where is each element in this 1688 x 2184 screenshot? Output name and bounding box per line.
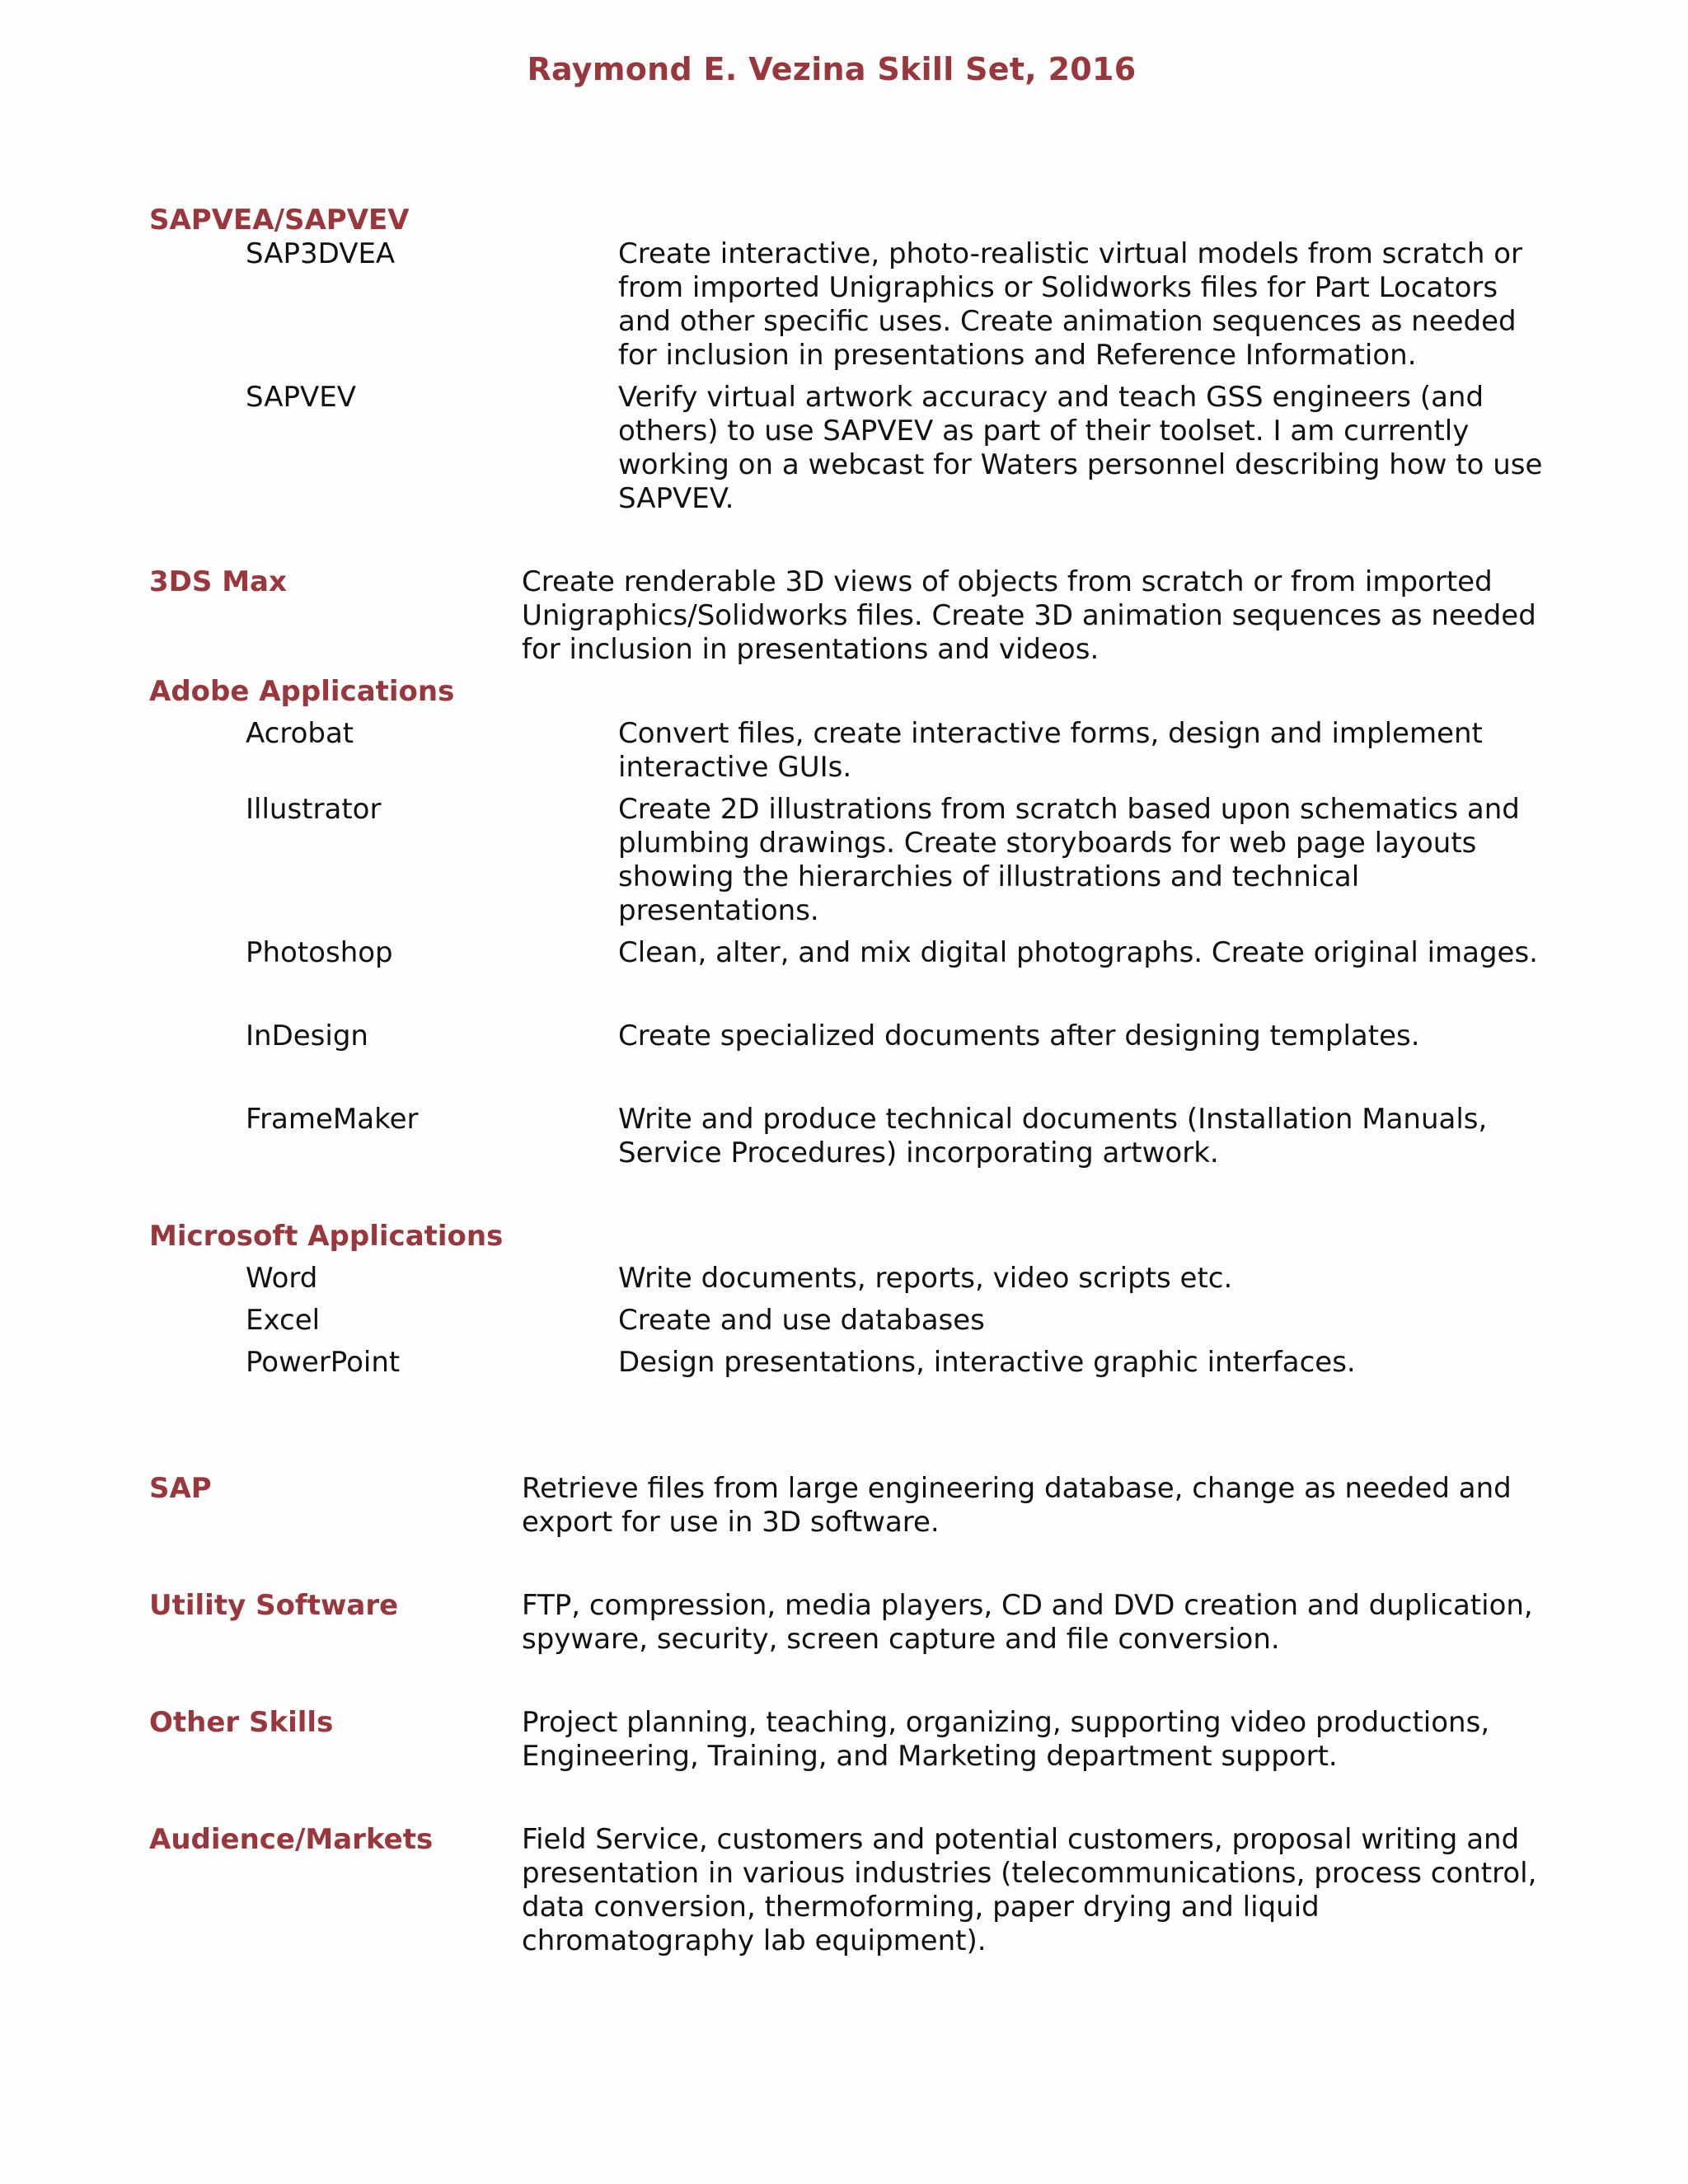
skill-row-illustrator: [149, 793, 1550, 928]
section-heading-other-skills: Other Skills: [149, 1706, 334, 1739]
skill-row-photoshop: [149, 936, 1550, 970]
skill-label: Acrobat: [246, 717, 354, 750]
skill-label: Illustrator: [246, 793, 382, 826]
skill-label: SAPVEV: [246, 381, 356, 414]
skill-label: Excel: [246, 1304, 321, 1337]
section-heading-microsoft: Microsoft Applications: [149, 1220, 504, 1253]
skill-label: Photoshop: [246, 936, 393, 969]
skill-label: SAP3DVEA: [246, 237, 396, 270]
skill-row-indesign: [149, 1019, 1550, 1053]
skill-description: Create renderable 3D views of objects from scratch or from imported Unigraphics/Solidworks files. Create 3D animation sequences as needed for inclusion in presentations and videos.: [522, 565, 1536, 666]
skill-row-word: [149, 1262, 1550, 1296]
section-audience-markets: [149, 1823, 1550, 1958]
skill-description: Project planning, teaching, organizing, supporting video productions, Engineering, Training, and Marketing department support.: [522, 1706, 1490, 1773]
skill-description: Create interactive, photo-realistic virtual models from scratch or from imported Unigraphics or Solidworks files for Part Locators and other specific uses. Create animation sequences as needed for inclusion in presentations and Reference Information.: [618, 237, 1523, 372]
page-title: Raymond E. Vezina Skill Set, 2016: [527, 51, 1137, 87]
skill-description: Field Service, customers and potential customers, proposal writing and presentation in various industries (telecommunications, process control, data conversion, thermoforming, paper drying and liquid chromatography lab equipment).: [522, 1823, 1537, 1957]
skill-description: Design presentations, interactive graphic interfaces.: [618, 1346, 1356, 1379]
section-microsoft: [149, 1220, 1550, 1380]
section-3ds-max: [149, 565, 1550, 667]
skill-description: Create 2D illustrations from scratch based upon schematics and plumbing drawings. Create storyboards for web page layouts showing the hierarchies of illustrations and technical presentations.: [618, 793, 1520, 927]
section-sap: [149, 1472, 1550, 1540]
section-heading-sapvea: SAPVEA/SAPVEV: [149, 204, 410, 237]
skill-description: Verify virtual artwork accuracy and teach GSS engineers (and others) to use SAPVEV as part of their toolset. I am currently working on a webcast for Waters personnel describing how to use SAPVEV.: [618, 381, 1543, 515]
section-heading-utility-software: Utility Software: [149, 1589, 399, 1622]
skill-description: Create specialized documents after designing templates.: [618, 1019, 1420, 1052]
section-heading-audience-markets: Audience/Markets: [149, 1823, 434, 1856]
skill-label: InDesign: [246, 1019, 368, 1052]
skill-description: Write documents, reports, video scripts etc.: [618, 1262, 1233, 1295]
skill-description: FTP, compression, media players, CD and DVD creation and duplication, spyware, security, screen capture and file conversion.: [522, 1589, 1533, 1656]
section-heading-3ds-max: 3DS Max: [149, 565, 287, 598]
section-sapvea: [149, 204, 1550, 516]
skill-row-framemaker: [149, 1103, 1550, 1170]
skill-row-excel: [149, 1304, 1550, 1338]
section-utility-software: [149, 1589, 1550, 1657]
skill-list: [149, 204, 1550, 1958]
skill-label: FrameMaker: [246, 1103, 419, 1136]
skill-label: PowerPoint: [246, 1346, 401, 1379]
skill-row-sap3dvea: [149, 237, 1550, 373]
section-heading-sap: SAP: [149, 1472, 212, 1505]
skill-description: Retrieve files from large engineering database, change as needed and export for use in 3D software.: [522, 1472, 1512, 1539]
skill-description: Clean, alter, and mix digital photographs. Create original images.: [618, 936, 1538, 969]
skill-row-sapvev: [149, 381, 1550, 516]
skill-row-acrobat: [149, 717, 1550, 785]
skill-description: Convert files, create interactive forms, design and implement interactive GUIs.: [618, 717, 1483, 784]
skill-description: Write and produce technical documents (Installation Manuals, Service Procedures) incorporating artwork.: [618, 1103, 1488, 1169]
section-adobe: [149, 675, 1550, 1170]
section-other-skills: [149, 1706, 1550, 1774]
skill-description: Create and use databases: [618, 1304, 985, 1337]
section-heading-adobe: Adobe Applications: [149, 675, 455, 708]
skill-row-powerpoint: [149, 1346, 1550, 1380]
skill-label: Word: [246, 1262, 318, 1295]
